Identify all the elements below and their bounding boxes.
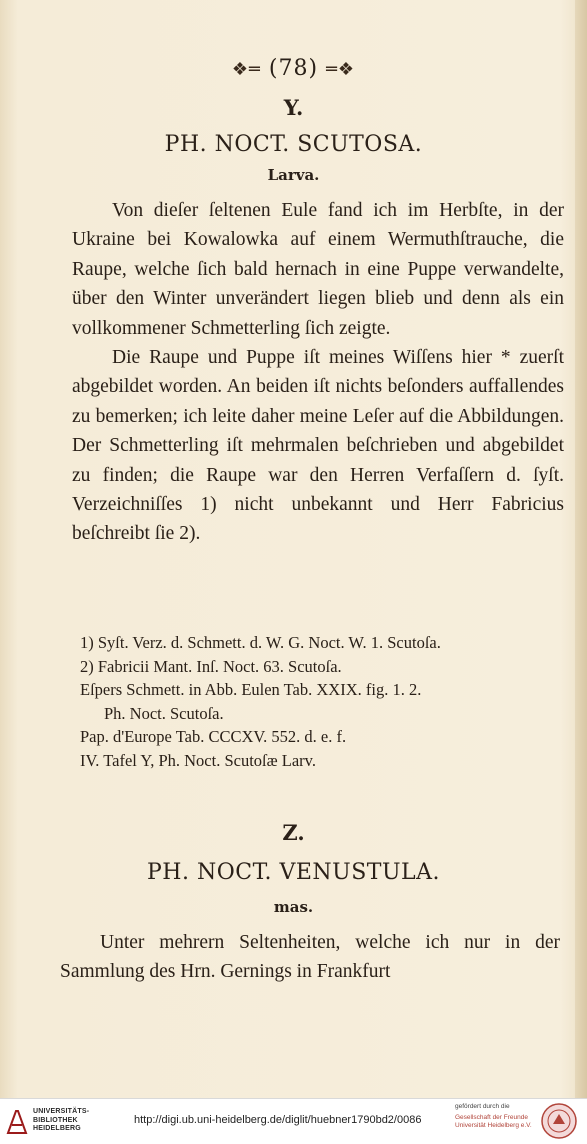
- reference-tafel: IV. Tafel Y, Ph. Noct. Scutoſæ Larv.: [80, 750, 316, 770]
- sponsor-label: gefördert durch die: [455, 1103, 510, 1110]
- continuation-paragraph: Unter mehrern Seltenheiten, welche ich nur in der Sammlung des Hrn. Gernings in Frankfurt: [60, 932, 560, 983]
- reference-esper-cont: Ph. Noct. Scutoſa.: [104, 703, 224, 723]
- paragraph-2: Die Raupe und Puppe iſt meines Wiſſens hier * zuerſt abgebildet worden. An beiden iſt nichts beſonders auffallendes zu bemerken; ich leite daher meine Leſer auf die Abbildungen. Der Schmetterling iſt mehrmalen beſchrieben und abgebildet zu finden; die Raupe war den Herren Verfaſſern d. ſyſt. Verzeichniſſes 1) nicht unbekannt und Herr Fabricius beſchreibt ſie 2).: [72, 347, 564, 545]
- page-number-header: [0, 56, 587, 81]
- section-letter-y: Y.: [283, 95, 304, 120]
- main-text: [72, 196, 564, 549]
- footnote-1: 1) Syſt. Verz. d. Schmett. d. W. G. Noct. W. 1. Scutoſa.: [80, 633, 441, 652]
- section-letter-z: Z.: [282, 820, 305, 845]
- viewer-footer: [0, 1098, 587, 1144]
- permalink-url[interactable]: http://digi.ub.uni-heidelberg.de/diglit/huebner1790bd2/0086: [134, 1114, 422, 1126]
- page-number: (78): [268, 56, 319, 81]
- page-spine-shadow: [575, 0, 587, 1098]
- reference-esper: Eſpers Schmett. in Abb. Eulen Tab. XXIX. fig. 1. 2.: [80, 680, 422, 700]
- section-title-venustula: PH. NOCT. VENUSTULA.: [146, 860, 441, 885]
- section-title-scutosa: PH. NOCT. SCUTOSA.: [164, 132, 423, 157]
- paragraph-1: Von dieſer ſeltenen Eule fand ich im Herbſte, in der Ukraine bei Kowalowka auf einem Wermuthſtrauche, die Raupe, welche ſich bald hernach in eine Puppe verwandelte, über den Winter unverändert liegen blieb und denn als ein vollkommener Schmetterling ſich zeigte.: [72, 200, 564, 339]
- section-subtitle-larva: Larva.: [267, 166, 320, 184]
- section-subtitle-mas: mas.: [273, 898, 314, 916]
- right-ornament-icon: ═❖: [326, 59, 356, 80]
- sponsor-name[interactable]: Gesellschaft der Freunde Universität Heidelberg e.V.: [455, 1114, 532, 1129]
- continuation-text: [60, 928, 560, 987]
- footnotes: [80, 631, 566, 773]
- university-seal-icon: [540, 1102, 578, 1140]
- library-name: UNIVERSITÄTS- BIBLIOTHEK HEIDELBERG: [33, 1108, 90, 1132]
- reference-pap-europe: Pap. d'Europe Tab. CCCXV. 552. d. e. f.: [80, 727, 347, 747]
- university-library-logo-icon[interactable]: [6, 1107, 28, 1135]
- left-ornament-icon: ❖═: [231, 59, 261, 80]
- footnote-2: 2) Fabricii Mant. Inſ. Noct. 63. Scutoſa.: [80, 656, 342, 676]
